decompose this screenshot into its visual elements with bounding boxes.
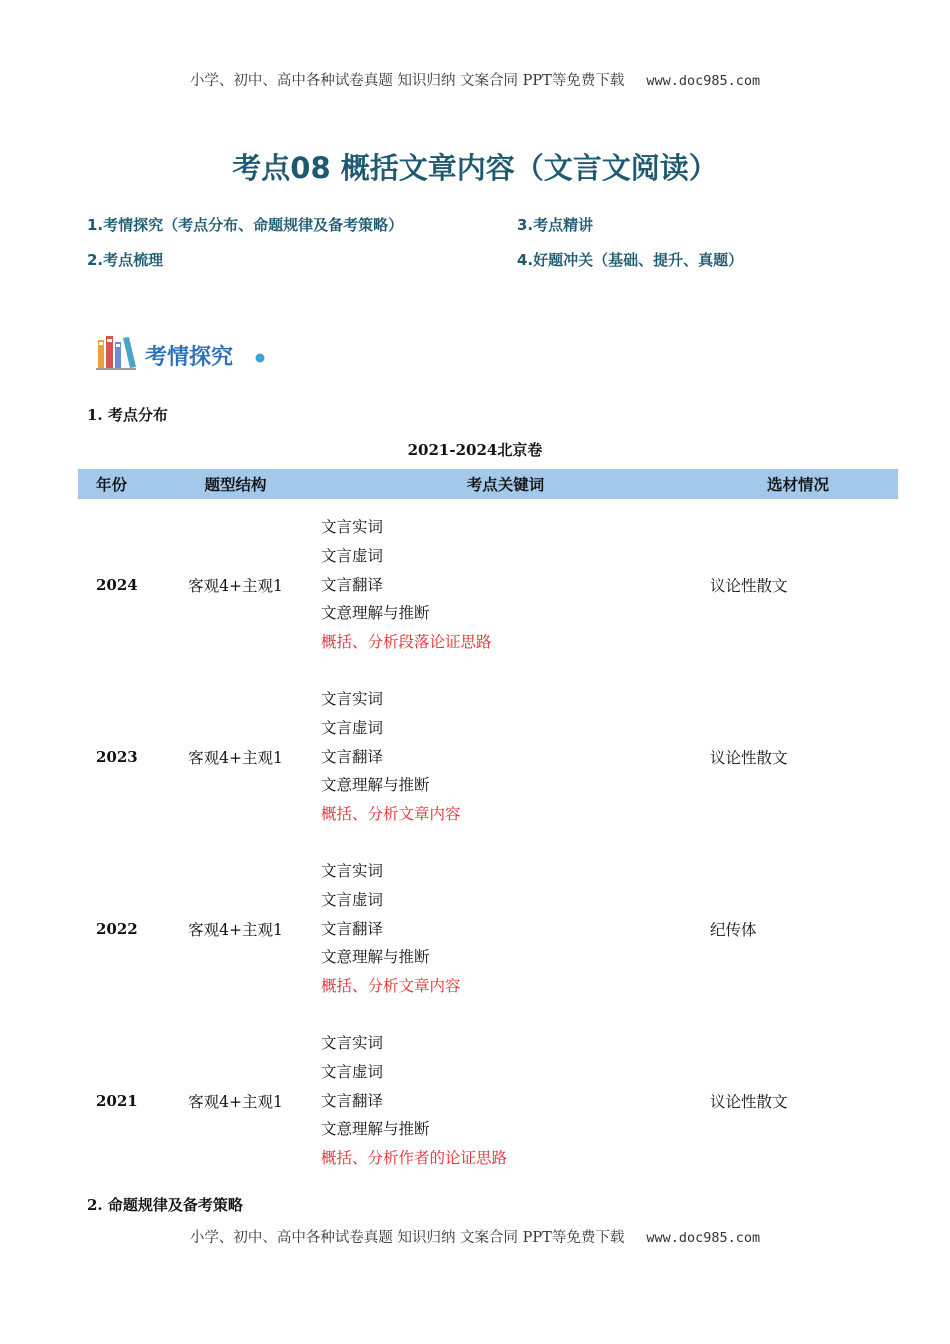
distribution-table xyxy=(78,469,898,1187)
keyword: 文言实词 xyxy=(321,1034,384,1052)
cell-year: 2024 xyxy=(96,576,138,594)
keyword-highlight: 概括、分析文章内容 xyxy=(321,977,461,996)
cell-structure: 客观4+主观1 xyxy=(188,1093,283,1111)
keyword-highlight: 概括、分析文章内容 xyxy=(321,805,461,824)
page-header xyxy=(0,69,950,90)
table-row xyxy=(78,499,898,671)
keyword: 文意理解与推断 xyxy=(321,1120,430,1139)
cell-year: 2022 xyxy=(96,920,138,938)
cell-keywords xyxy=(313,499,698,671)
table-caption: 2021-2024北京卷 xyxy=(407,441,543,459)
keyword: 文言实词 xyxy=(321,862,384,880)
section-heading-distribution: 1. 考点分布 xyxy=(87,406,168,424)
keyword: 文言虚词 xyxy=(321,1062,384,1081)
toc-item-1[interactable]: 1.考情探究（考点分布、命题规律及备考策略） xyxy=(87,216,404,234)
banner-label: 考情探究 xyxy=(145,345,234,370)
table-row xyxy=(78,843,898,1015)
cell-year: 2023 xyxy=(96,748,138,766)
cell-keywords xyxy=(313,671,698,843)
page-title: 考点08 概括文章内容（文言文阅读） xyxy=(232,151,718,185)
keyword: 文言翻译 xyxy=(321,575,384,594)
toc-item-4[interactable]: 4.好题冲关（基础、提升、真题） xyxy=(517,251,744,269)
footer-url[interactable]: www.doc985.com xyxy=(646,1230,761,1246)
keyword: 文言实词 xyxy=(321,690,384,708)
table-header-row xyxy=(78,469,898,499)
cell-structure: 客观4+主观1 xyxy=(188,921,283,939)
cell-structure: 客观4+主观1 xyxy=(188,577,283,595)
cell-keywords xyxy=(313,843,698,1015)
keyword: 文言实词 xyxy=(321,518,384,536)
cell-material: 议论性散文 xyxy=(710,577,788,595)
keyword: 文言翻译 xyxy=(321,1091,384,1110)
cell-year: 2021 xyxy=(96,1092,138,1110)
keyword: 文言虚词 xyxy=(321,546,384,565)
toc-item-2[interactable]: 2.考点梳理 xyxy=(87,251,164,269)
keyword: 文意理解与推断 xyxy=(321,776,430,795)
keyword: 文意理解与推断 xyxy=(321,604,430,623)
toc-item-3[interactable]: 3.考点精讲 xyxy=(517,216,594,234)
header-material: 选材情况 xyxy=(698,469,898,499)
cell-material: 议论性散文 xyxy=(710,1093,788,1111)
banner-dot-icon xyxy=(255,353,265,363)
header-url[interactable]: www.doc985.com xyxy=(646,73,761,89)
cell-structure: 客观4+主观1 xyxy=(188,749,283,767)
keyword-highlight: 概括、分析段落论证思路 xyxy=(321,633,492,652)
keyword-highlight: 概括、分析作者的论证思路 xyxy=(321,1149,508,1168)
keyword: 文言翻译 xyxy=(321,919,384,938)
keyword: 文言虚词 xyxy=(321,718,384,737)
footer-text: 小学、初中、高中各种试卷真题 知识归纳 文案合同 PPT等免费下载 xyxy=(189,1230,625,1246)
keyword: 文言翻译 xyxy=(321,747,384,766)
cell-keywords xyxy=(313,1015,698,1187)
keyword: 文意理解与推断 xyxy=(321,948,430,967)
page-footer xyxy=(0,1226,950,1247)
keyword: 文言虚词 xyxy=(321,890,384,909)
section-heading-strategy: 2. 命题规律及备考策略 xyxy=(87,1196,243,1214)
books-icon xyxy=(96,334,136,370)
header-structure: 题型结构 xyxy=(158,469,313,499)
section-banner xyxy=(90,330,272,382)
header-keywords: 考点关键词 xyxy=(313,469,698,499)
cell-material: 纪传体 xyxy=(710,921,757,939)
table-row xyxy=(78,671,898,843)
cell-material: 议论性散文 xyxy=(710,749,788,767)
table-row xyxy=(78,1015,898,1187)
header-text: 小学、初中、高中各种试卷真题 知识归纳 文案合同 PPT等免费下载 xyxy=(189,73,625,89)
header-year: 年份 xyxy=(78,469,158,499)
